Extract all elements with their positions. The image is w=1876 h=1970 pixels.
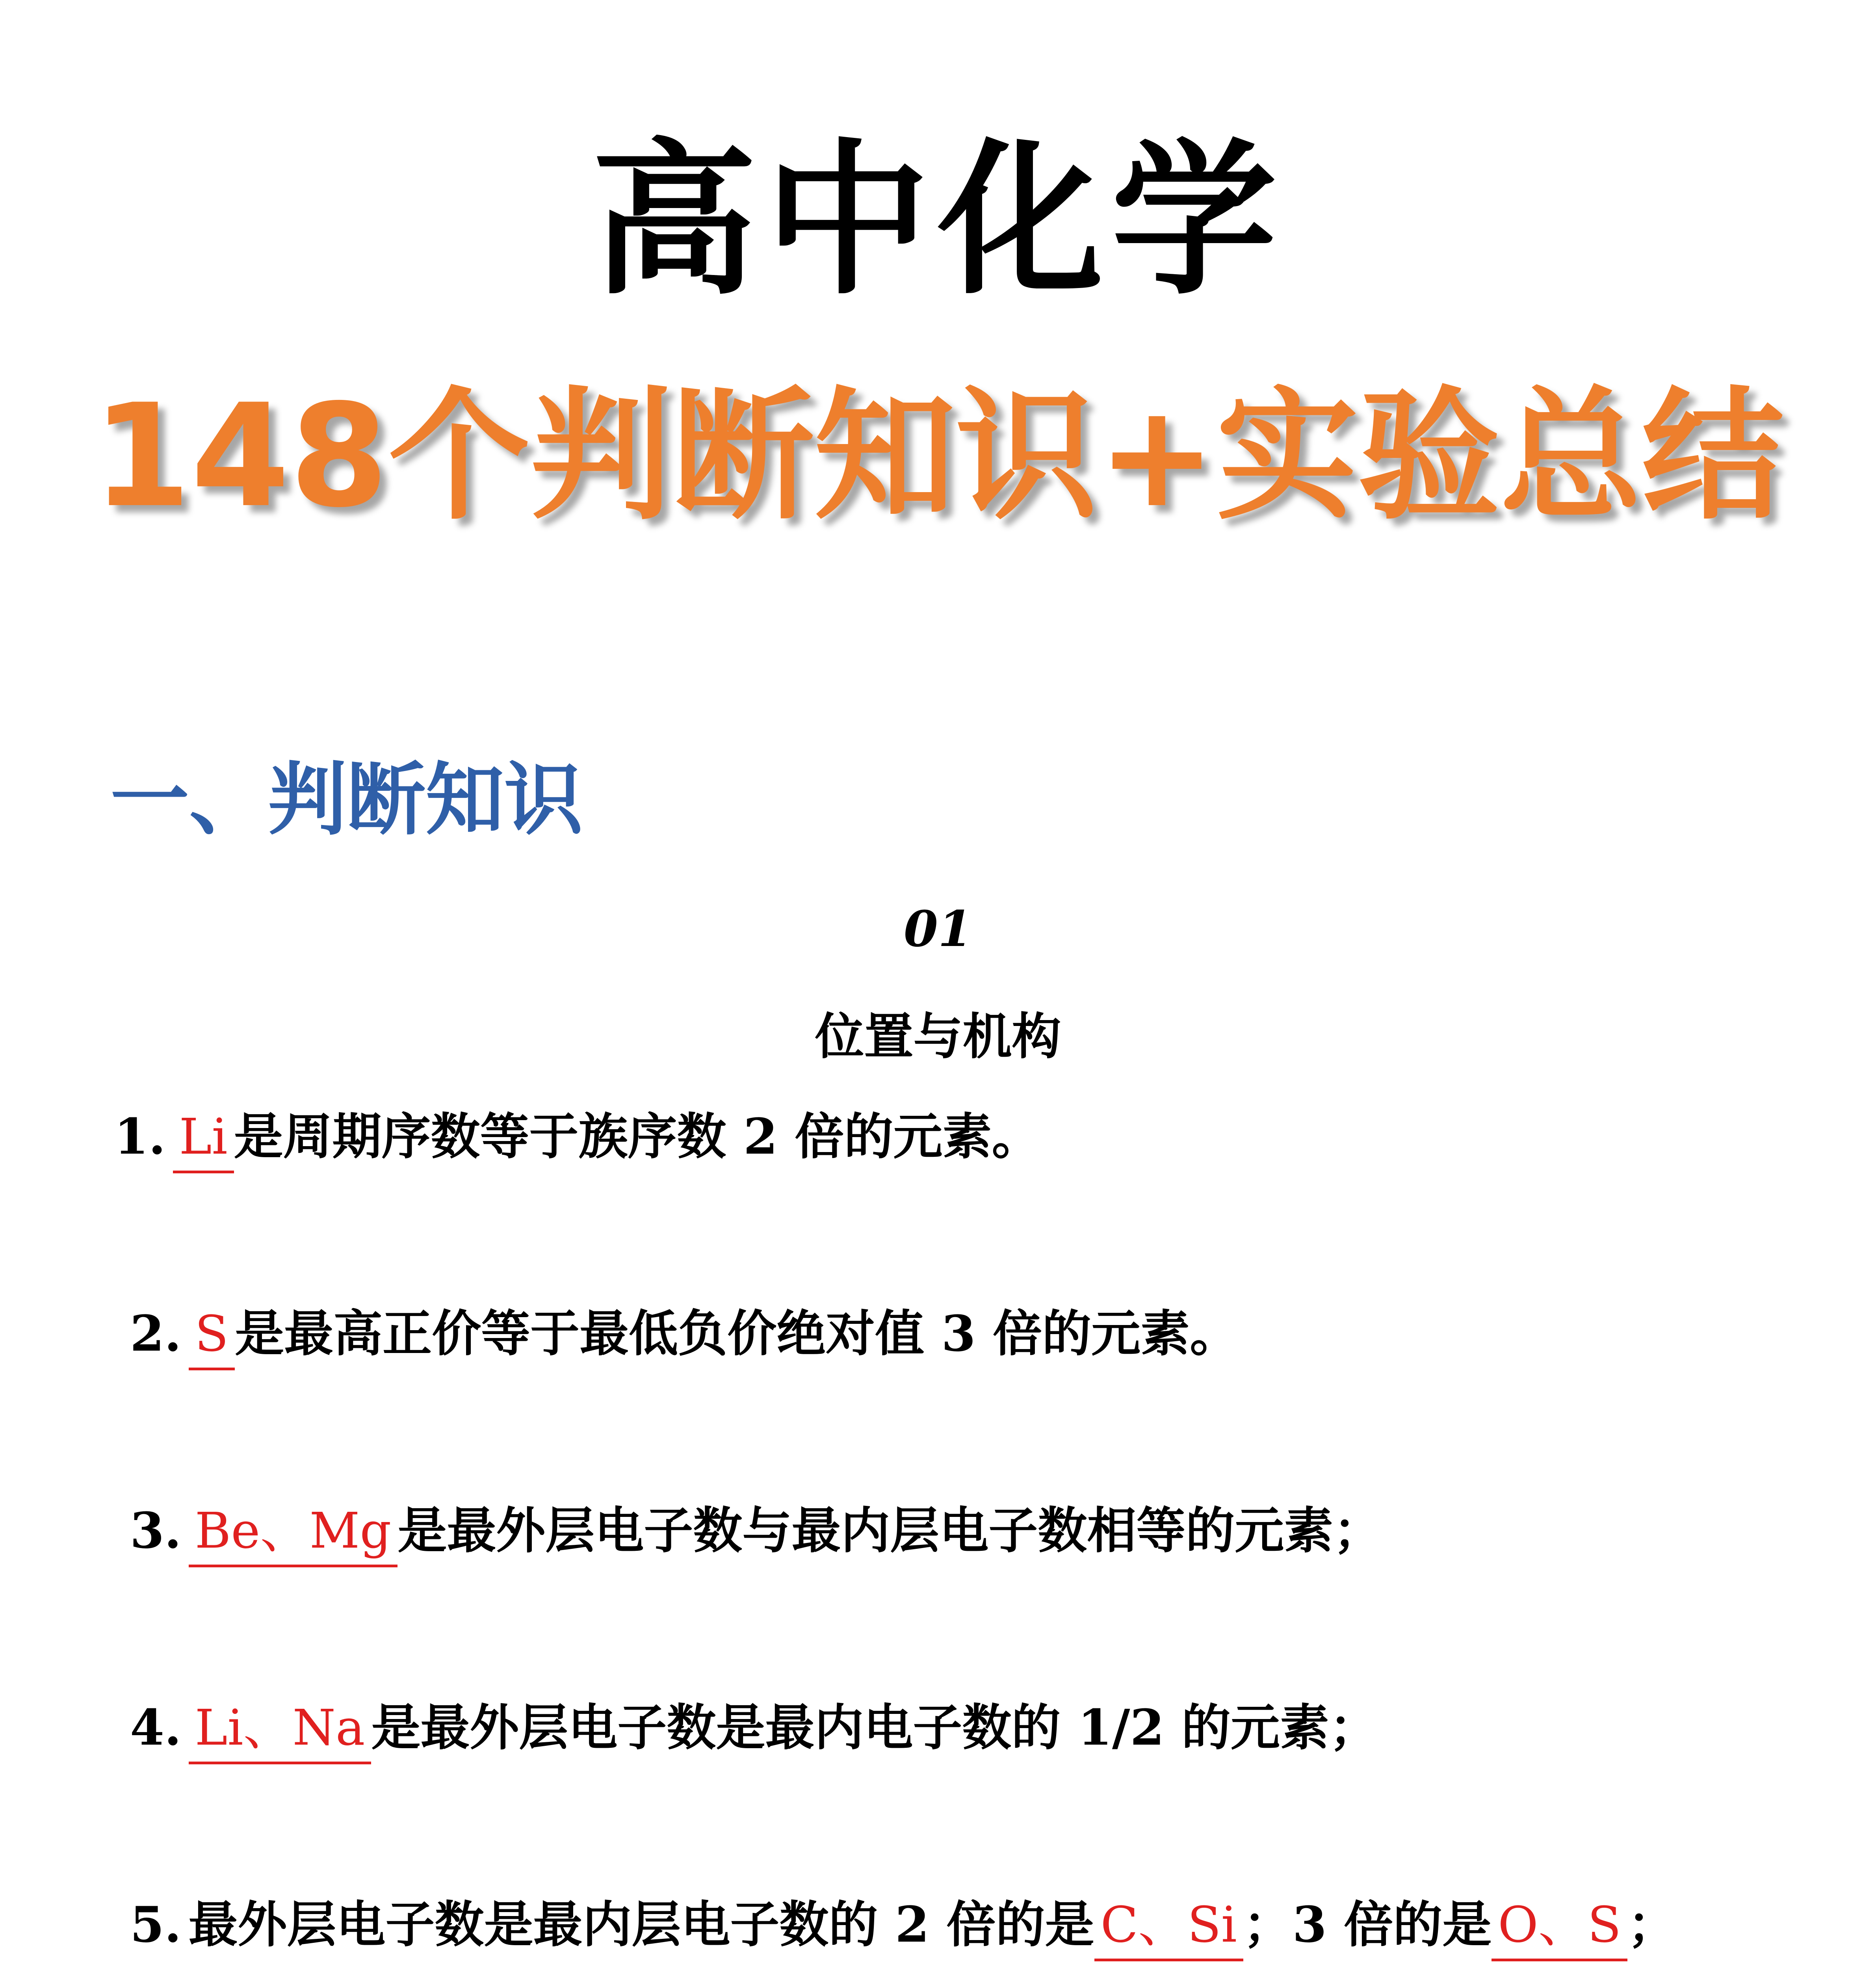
item-text: 是最外层电子数是最内电子数的 1/2 的元素；: [371, 1699, 1379, 1756]
answer-blank: C、Si: [1094, 1892, 1243, 1961]
list-item-5: [130, 1875, 1785, 1970]
item-text: 最外层电子数是最内层电子数的 2 倍的是: [188, 1896, 1094, 1953]
section-title: 一、判断知识: [110, 753, 583, 846]
item-text: 是最高正价等于最低负价绝对值 3 倍的元素。: [235, 1305, 1239, 1362]
item-number: 5.: [130, 1896, 182, 1953]
item-number: 3.: [130, 1502, 182, 1559]
item-text: 是最外层电子数与最内层电子数相等的元素；: [397, 1502, 1383, 1559]
document-subtitle: 148个判断知识+实验总结: [92, 374, 1784, 539]
document-title: 高中化学: [591, 125, 1285, 317]
list-item-3: [130, 1481, 1785, 1580]
list-item-1: [114, 1087, 1769, 1186]
answer-blank: O、S: [1492, 1892, 1627, 1961]
list-item-2: [130, 1284, 1785, 1383]
subsection-number: 01: [904, 900, 972, 958]
item-text: ；: [1627, 1896, 1677, 1953]
item-text: 是周期序数等于族序数 2 倍的元素。: [234, 1108, 1041, 1165]
item-number: 1.: [114, 1108, 166, 1165]
answer-blank: Be、Mg: [189, 1498, 398, 1567]
item-text: ；3 倍的是: [1243, 1896, 1492, 1953]
answer-blank: Li: [173, 1104, 234, 1173]
item-number: 2.: [130, 1305, 182, 1362]
item-number: 4.: [130, 1699, 182, 1756]
answer-blank: Li、Na: [189, 1695, 371, 1764]
answer-blank: S: [189, 1301, 235, 1370]
list-item-4: [130, 1678, 1785, 1777]
subsection-title: 位置与机构: [815, 1008, 1061, 1065]
